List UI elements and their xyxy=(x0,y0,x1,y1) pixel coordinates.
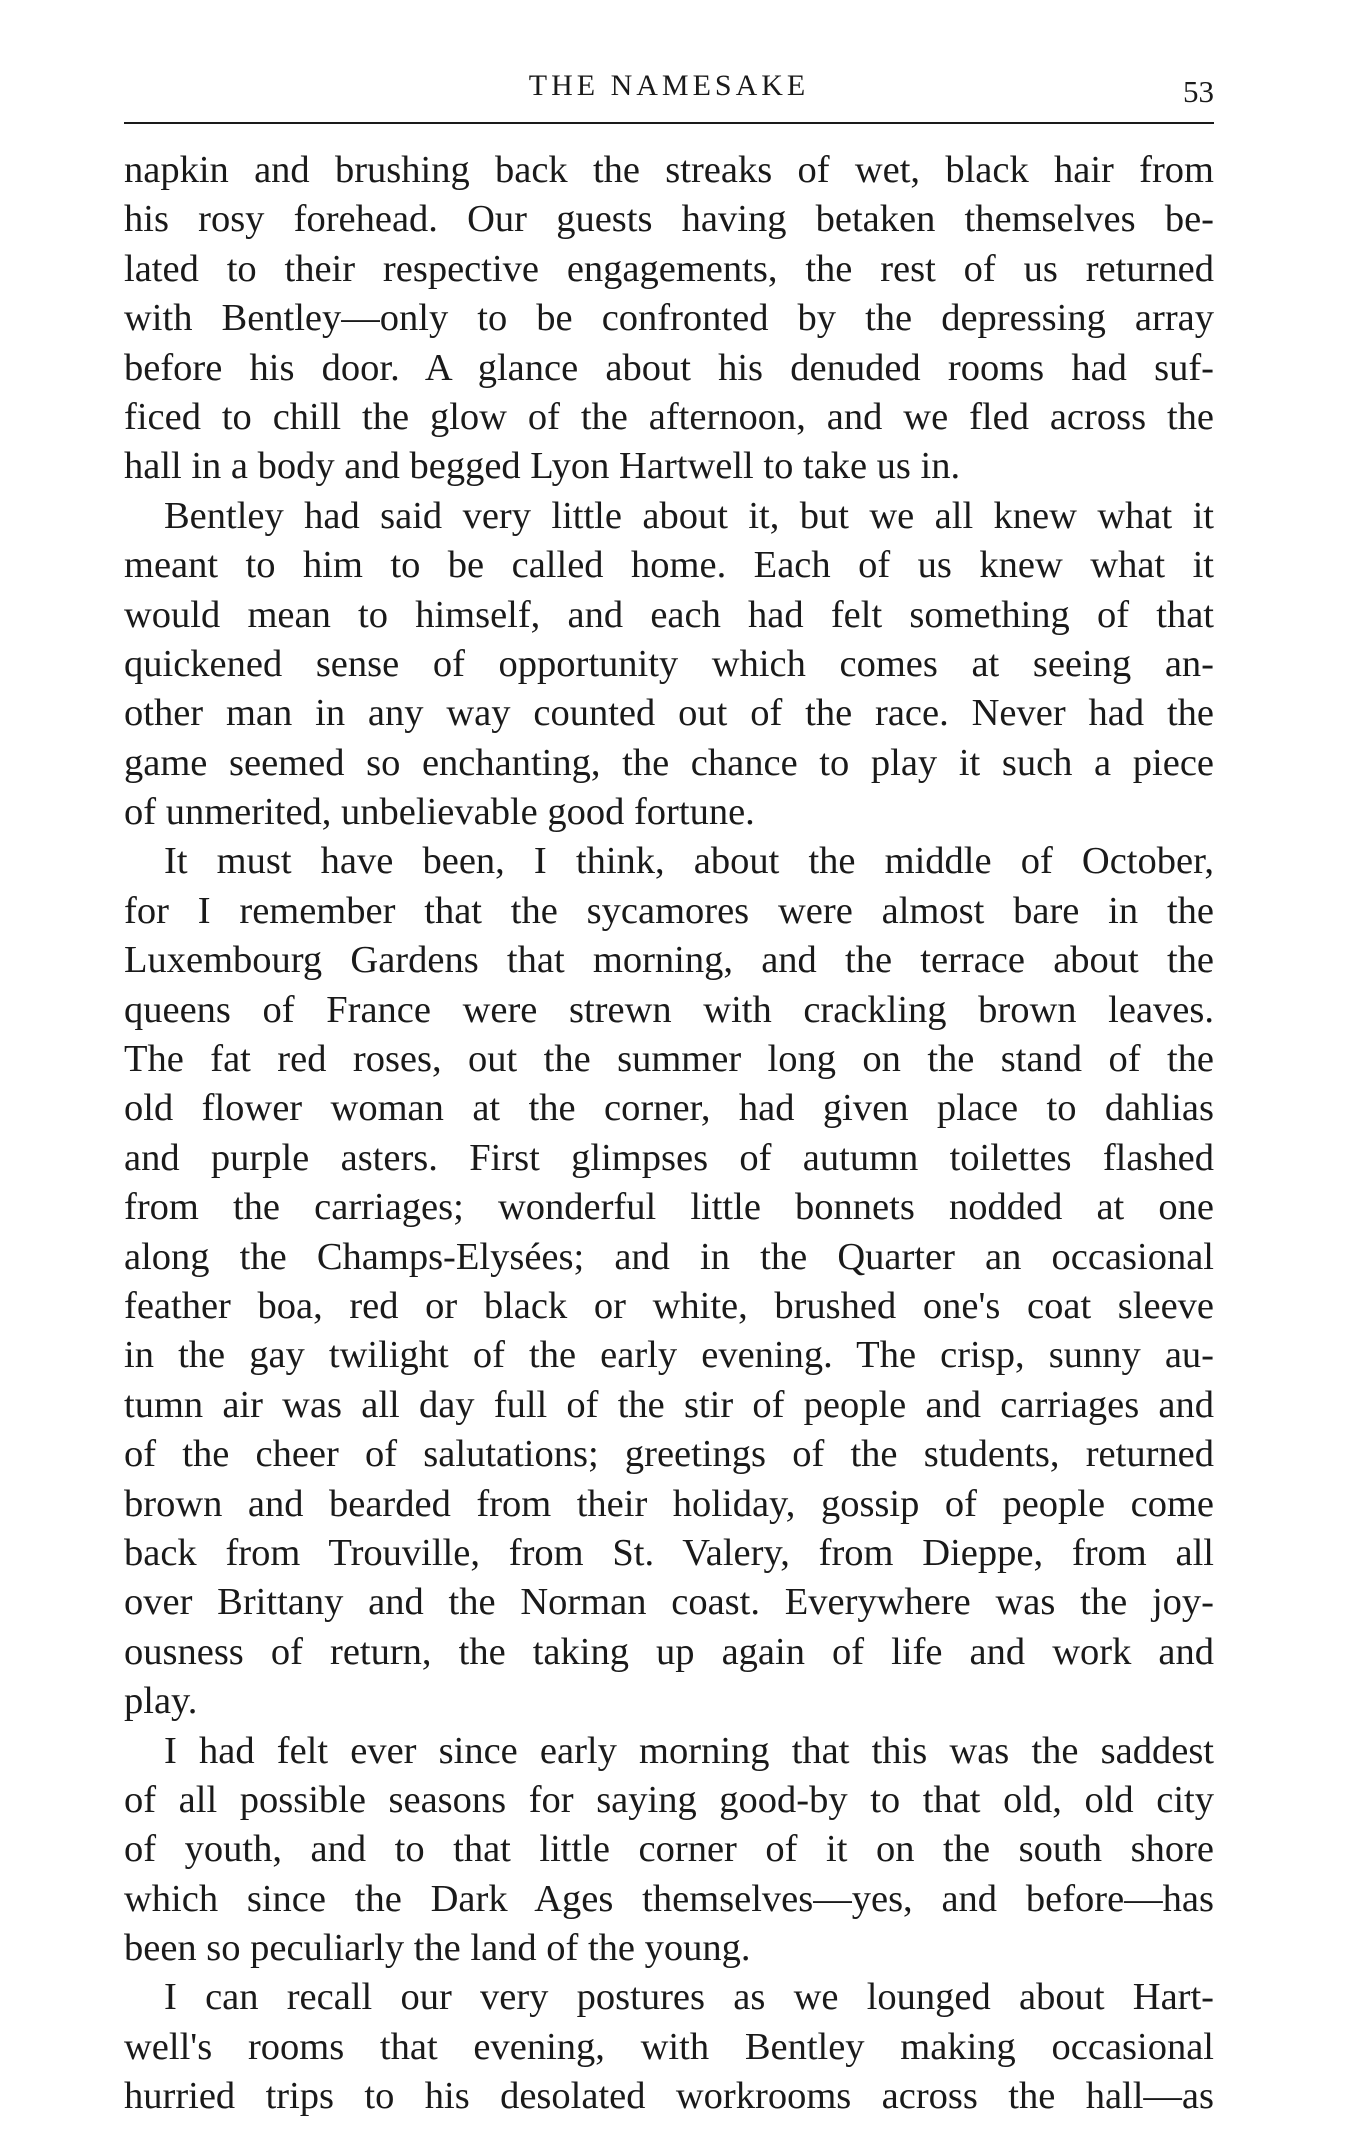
text-line: feather boa, red or black or white, brushed one's coat sleeve xyxy=(124,1284,1214,1327)
text-line: which since the Dark Ages themselves—yes, and before—has xyxy=(124,1877,1214,1920)
text-line: of youth, and to that little corner of it on the south shore xyxy=(124,1828,1214,1871)
text-line: napkin and brushing back the streaks of wet, black hair from xyxy=(124,149,1214,191)
text-line: of the cheer of salutations; greetings of the students, returned xyxy=(124,1433,1214,1476)
text-line: of all possible seasons for saying good-by to that old, old city xyxy=(124,1778,1214,1821)
header-rule xyxy=(124,122,1214,124)
text-line: I had felt ever since early morning that this was the saddest xyxy=(164,1729,1214,1772)
text-line: It must have been, I think, about the middle of October, xyxy=(164,840,1214,883)
text-line: meant to him to be called home. Each of us knew what it xyxy=(124,544,1214,587)
text-line: I can recall our very postures as we lounged about Hart- xyxy=(164,1976,1214,2019)
paragraph-4 xyxy=(124,1727,1214,1974)
text-line: hall in a body and begged Lyon Hartwell to take us in. xyxy=(124,445,961,488)
text-line: along the Champs-Elysées; and in the Quarter an occasional xyxy=(124,1235,1214,1278)
text-line: for I remember that the sycamores were almost bare in the xyxy=(124,889,1214,932)
paragraph-5 xyxy=(124,1973,1214,2121)
text-line: ousness of return, the taking up again of life and work and xyxy=(124,1630,1214,1673)
running-title: THE NAMESAKE xyxy=(528,69,810,102)
text-line: Luxembourg Gardens that morning, and the terrace about the xyxy=(124,939,1214,982)
text-line: before his door. A glance about his denuded rooms had suf- xyxy=(124,346,1214,389)
text-line: would mean to himself, and each had felt something of that xyxy=(124,593,1214,636)
text-line: hurried trips to his desolated workrooms across the hall—as xyxy=(124,2075,1214,2118)
paragraph-1 xyxy=(124,146,1214,492)
text-line: queens of France were strewn with crackling brown leaves. xyxy=(124,988,1214,1031)
text-line: back from Trouville, from St. Valery, from Dieppe, from all xyxy=(124,1531,1214,1574)
text-line: ficed to chill the glow of the afternoon, and we fled across the xyxy=(124,395,1214,438)
text-line: Bentley had said very little about it, but we all knew what it xyxy=(164,494,1214,537)
text-line: his rosy forehead. Our guests having betaken themselves be- xyxy=(124,198,1214,241)
paragraph-3 xyxy=(124,837,1214,1726)
text-line: quickened sense of opportunity which comes at seeing an- xyxy=(124,642,1214,685)
text-line: over Brittany and the Norman coast. Everywhere was the joy- xyxy=(124,1581,1214,1624)
body-text xyxy=(124,146,1214,2122)
text-line: in the gay twilight of the early evening. The crisp, sunny au- xyxy=(124,1334,1214,1377)
text-line: been so peculiarly the land of the young. xyxy=(124,1927,751,1970)
text-line: of unmerited, unbelievable good fortune. xyxy=(124,791,755,834)
text-line: tumn air was all day full of the stir of people and carriages and xyxy=(124,1383,1214,1426)
paragraph-2 xyxy=(124,492,1214,838)
text-line: well's rooms that evening, with Bentley making occasional xyxy=(124,2025,1214,2068)
text-line: game seemed so enchanting, the chance to play it such a piece xyxy=(124,741,1214,784)
text-line: lated to their respective engagements, the rest of us returned xyxy=(124,247,1214,290)
text-line: from the carriages; wonderful little bonnets nodded at one xyxy=(124,1186,1214,1229)
text-line: play. xyxy=(124,1680,198,1723)
text-line: brown and bearded from their holiday, gossip of people come xyxy=(124,1482,1214,1525)
page-number: 53 xyxy=(1183,74,1214,109)
text-line: and purple asters. First glimpses of autumn toilettes flashed xyxy=(124,1136,1214,1179)
text-line: The fat red roses, out the summer long on the stand of the xyxy=(124,1038,1214,1081)
text-line: old flower woman at the corner, had given place to dahlias xyxy=(124,1087,1214,1130)
running-head xyxy=(124,58,1214,118)
text-line: other man in any way counted out of the race. Never had the xyxy=(124,692,1214,735)
text-line: with Bentley—only to be confronted by the depressing array xyxy=(124,297,1214,340)
